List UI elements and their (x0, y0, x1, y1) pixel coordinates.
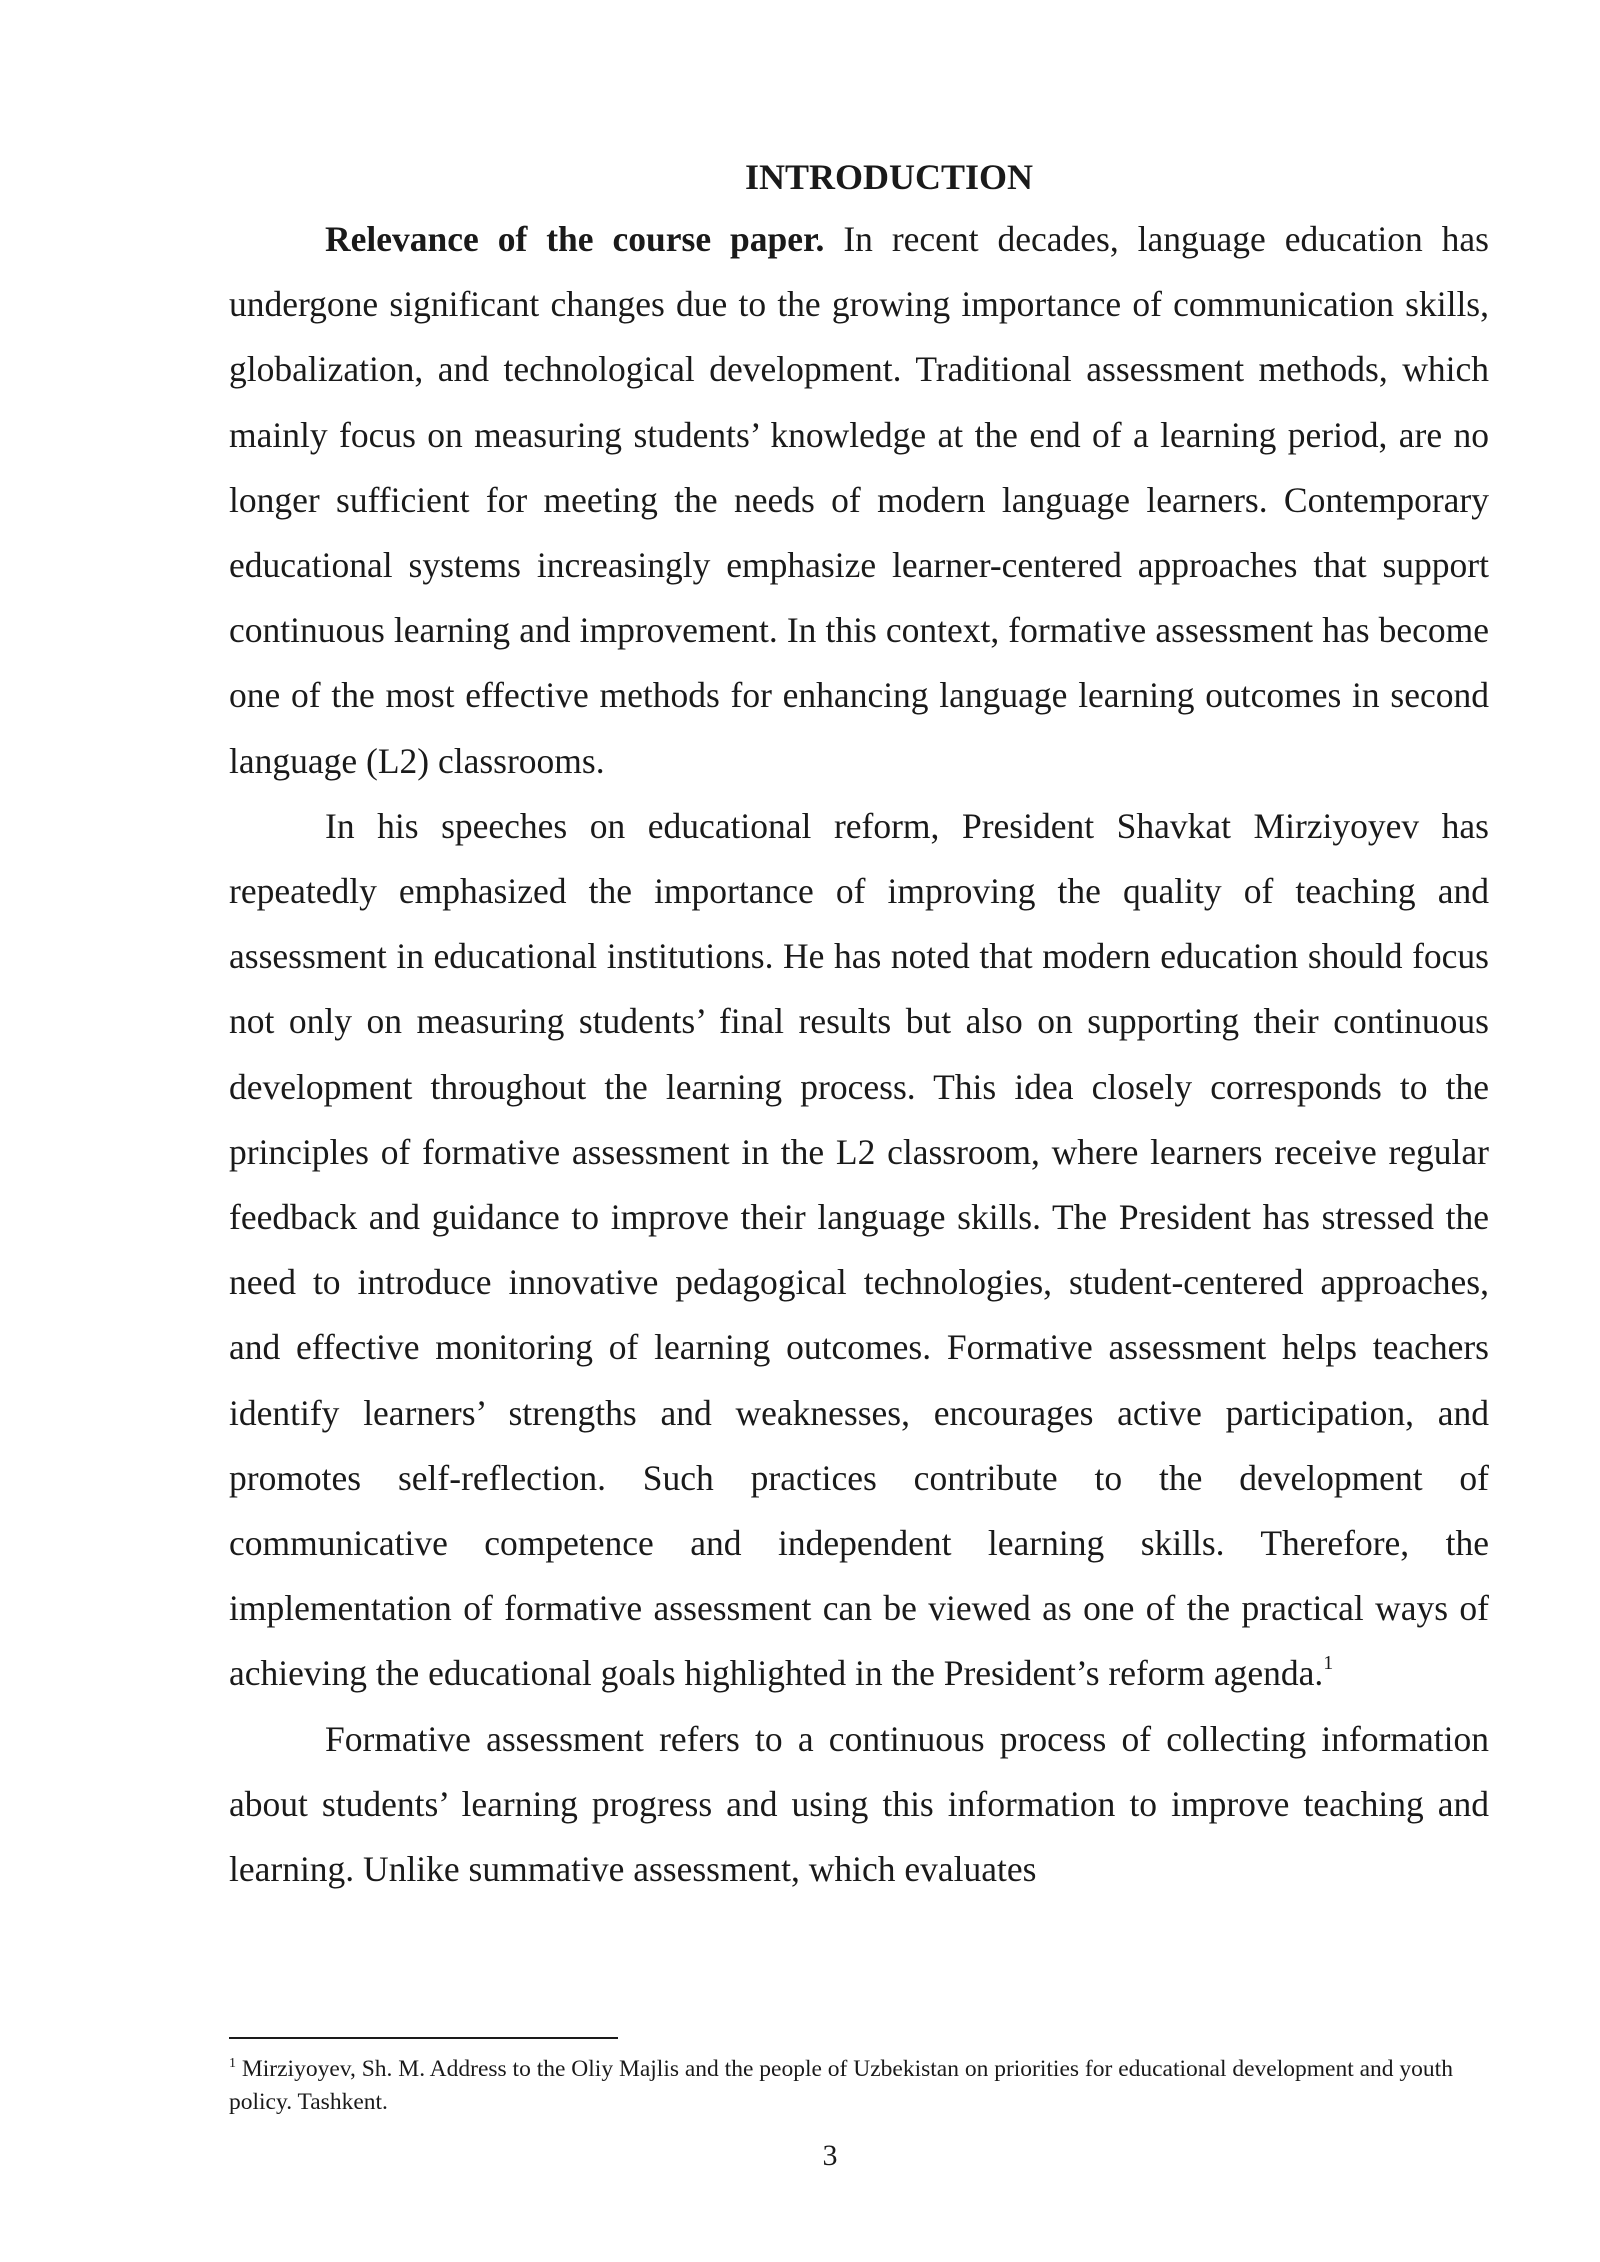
paragraph-text: In his speeches on educational reform, President Shavkat Mirziyoyev has repeatedly emphasized the importance of improving the quality of teaching and assessment in educational institutions. He has noted that modern education should focus not only on measuring students’ final results but also on supporting their continuous development throughout the learning process. This idea closely corresponds to the principles of formative assessment in the L2 classroom, where learners receive regular feedback and guidance to improve their language skills. The President has stressed the need to introduce innovative pedagogical technologies, student-centered approaches, and effective monitoring of learning outcomes. Formative assessment helps teachers identify learners’ strengths and weaknesses, encourages active participation, and promotes self-reflection. Such practices contribute to the development of communicative competence and independent learning skills. Therefore, the implementation of formative assessment can be viewed as one of the practical ways of achieving the educational goals highlighted in the President’s reform agenda. (229, 805, 1489, 1694)
footnote (229, 2053, 1489, 2119)
paragraph-text: In recent decades, language education has undergone significant changes due to the growing importance of communication skills, globalization, and technological development. Traditional assessment methods, which mainly focus on measuring students’ knowledge at the end of a learning period, are no longer sufficient for meeting the needs of modern language learners. Contemporary educational systems increasingly emphasize learner-centered approaches that support continuous learning and improvement. In this context, formative assessment has become one of the most effective methods for enhancing language learning outcomes in second language (L2) classrooms. (229, 219, 1489, 781)
footnote-separator (229, 2037, 618, 2039)
footnote-reference[interactable]: 1 (1323, 1652, 1334, 1675)
body-text (229, 147, 1489, 1902)
footnote-text: Mirziyoyev, Sh. M. Address to the Oliy Majlis and the people of Uzbekistan on priorities for educational development and youth policy. Tashkent. (229, 2056, 1453, 2115)
paragraph-relevance (229, 207, 1489, 794)
paragraph-text: Formative assessment refers to a continuous process of collecting information about students’ learning progress and using this information to improve teaching and learning. Unlike summative assessment, which evaluates (229, 1718, 1489, 1890)
paragraph-formative-assessment (229, 1707, 1489, 1903)
footnote-marker: 1 (229, 2056, 236, 2071)
paragraph-lead: Relevance of the course paper. (325, 219, 825, 259)
page-number: 3 (822, 2139, 838, 2172)
section-heading: INTRODUCTION (744, 157, 1034, 197)
paragraph-president (229, 794, 1489, 1707)
